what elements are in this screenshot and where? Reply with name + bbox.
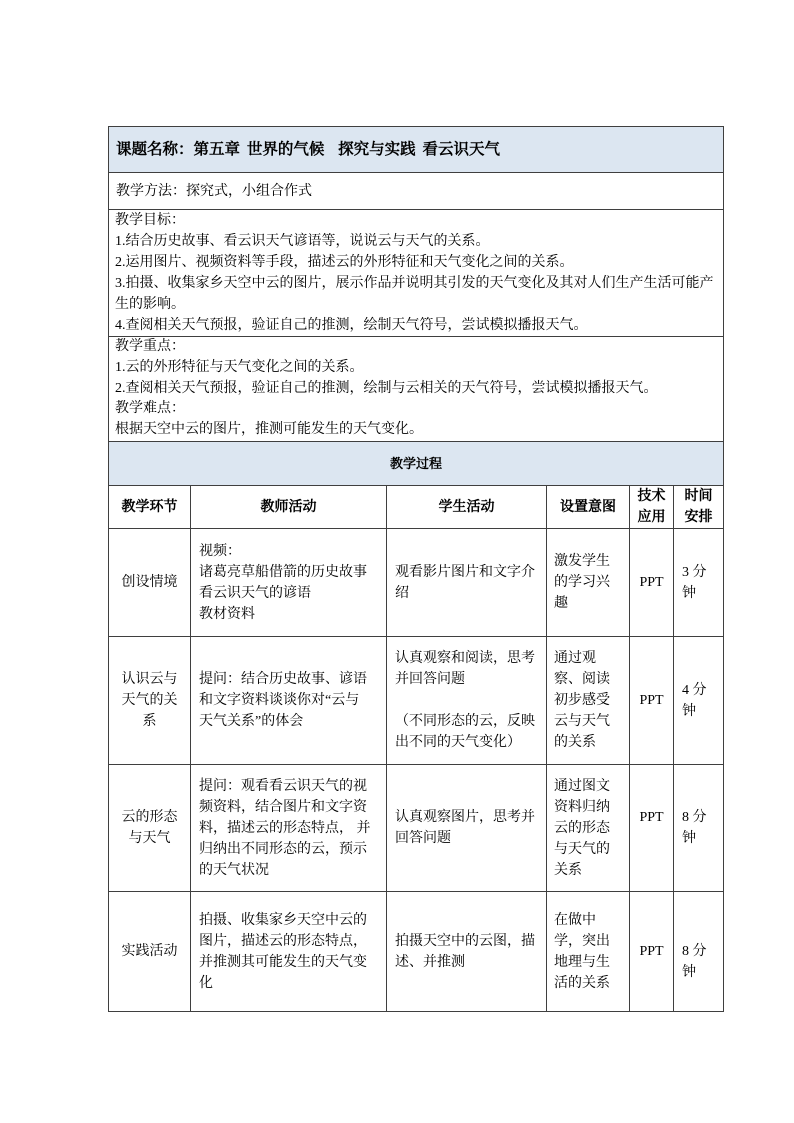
lesson-plan-table — [108, 126, 724, 1012]
column-header-tech: 技术应用 — [630, 486, 674, 529]
teacher-activity-text: 提问：结合历史故事、谚语和文字资料谈谈你对“云与天气关系”的体会 — [199, 672, 367, 729]
stage-cell: 实践活动 — [109, 892, 191, 1012]
teacher-activity-line: 视频： — [199, 543, 241, 559]
process-heading-cell — [109, 442, 724, 486]
technology-cell: PPT — [630, 529, 674, 637]
column-header-intent: 设置意图 — [547, 486, 630, 529]
process-row — [109, 637, 724, 765]
process-heading-row — [109, 442, 724, 486]
objectives-heading: 教学目标： — [115, 213, 185, 228]
teacher-activity-line: 看云识天气的谚语 — [199, 585, 311, 601]
stage-cell: 云的形态与天气 — [109, 765, 191, 892]
key-points-heading: 教学重点： — [115, 339, 185, 354]
key-points-cell — [109, 337, 724, 442]
time-cell: 3 分钟 — [674, 529, 724, 637]
column-header-time: 时间安排 — [674, 486, 724, 529]
process-row — [109, 529, 724, 637]
student-activity-text: 认真观察和阅读，思考并回答问题 — [395, 651, 535, 687]
teacher-activity-line: 教材资料 — [199, 606, 255, 622]
process-row — [109, 765, 724, 892]
objective-item: 2.运用图片、视频资料等手段，描述云的外形特征和天气变化之间的关系。 — [115, 255, 574, 270]
teacher-activity-cell — [191, 892, 387, 1012]
process-header-row — [109, 486, 724, 529]
time-cell: 8 分钟 — [674, 765, 724, 892]
column-header-teacher: 教师活动 — [191, 486, 387, 529]
teacher-activity-cell — [191, 765, 387, 892]
student-activity-note: （不同形态的云，反映出不同的天气变化） — [395, 714, 535, 750]
student-activity-cell — [387, 765, 547, 892]
objective-item: 4.查阅相关天气预报，验证自己的推测，绘制天气符号，尝试模拟播报天气。 — [115, 318, 588, 333]
key-point-item: 1.云的外形特征与天气变化之间的关系。 — [115, 359, 364, 375]
time-cell — [674, 892, 724, 1012]
time-cell: 4 分钟 — [674, 637, 724, 765]
teaching-method: 教学方法：探究式，小组合作式 — [116, 183, 312, 199]
stage-cell: 创设情境 — [109, 529, 191, 637]
student-activity-text: 拍摄天空中的云图，描述、并推测 — [395, 933, 535, 970]
teacher-activity-line: 诸葛亮草船借箭的历史故事 — [199, 564, 367, 580]
column-header-student: 学生活动 — [387, 486, 547, 529]
design-intent-cell: 激发学生的学习兴趣 — [547, 529, 630, 637]
lesson-title-cell — [109, 127, 724, 173]
title-row — [109, 127, 724, 173]
technology-cell — [630, 765, 674, 892]
key-point-item: 2.查阅相关天气预报，验证自己的推测，绘制与云相关的天气符号，尝试模拟播报天气。 — [115, 380, 658, 396]
student-activity-cell — [387, 529, 547, 637]
design-intent-cell: 通过图文资料归纳云的形态与天气的关系 — [547, 765, 630, 892]
difficulty-text: 根据天空中云的图片，推测可能发生的天气变化。 — [115, 422, 423, 438]
objective-item: 1.结合历史故事、看云识天气谚语等，说说云与天气的关系。 — [115, 234, 490, 249]
teacher-activity-cell — [191, 637, 387, 765]
teacher-activity-cell — [191, 529, 387, 637]
teacher-activity-text: 拍摄、收集家乡天空中云的图片，描述云的形态特点， 并推测其可能发生的天气变化 — [199, 912, 367, 991]
process-heading: 教学过程 — [390, 456, 443, 471]
column-header-stage: 教学环节 — [109, 486, 191, 529]
key-points-row — [109, 337, 724, 442]
objectives-row — [109, 210, 724, 337]
student-activity-cell — [387, 637, 547, 765]
objectives-cell — [109, 210, 724, 337]
design-intent-cell: 在做中学，突出地理与生活的关系 — [547, 892, 630, 1012]
process-row — [109, 892, 724, 1012]
stage-cell: 认识云与天气的关系 — [109, 637, 191, 765]
student-activity-text: 认真观察图片，思考并回答问题 — [395, 810, 535, 846]
technology-cell: PPT — [630, 892, 674, 1012]
student-activity-text: 观看影片图片和文字介绍 — [395, 564, 535, 601]
lesson-title: 课题名称：第五章 世界的气候 探究与实践 看云识天气 — [116, 141, 501, 158]
teacher-activity-text: 提问：观看看云识天气的视频资料，结合图片和文字资料，描述云的形态特点， 并归纳出不同形态的云，预示的天气状况 — [199, 778, 371, 878]
technology-cell: PPT — [630, 637, 674, 765]
student-activity-cell — [387, 892, 547, 1012]
teaching-method-cell — [109, 173, 724, 210]
method-row — [109, 173, 724, 210]
technology-text: PPT — [639, 810, 664, 825]
difficulties-heading: 教学难点： — [115, 401, 185, 417]
design-intent-cell: 通过观察、阅读初步感受云与天气的关系 — [547, 637, 630, 765]
objective-item: 3.拍摄、收集家乡天空中云的图片，展示作品并说明其引发的天气变化及其对人们生产生活可能产生的影响。 — [115, 276, 714, 312]
time-text: 8 分钟 — [682, 944, 707, 980]
